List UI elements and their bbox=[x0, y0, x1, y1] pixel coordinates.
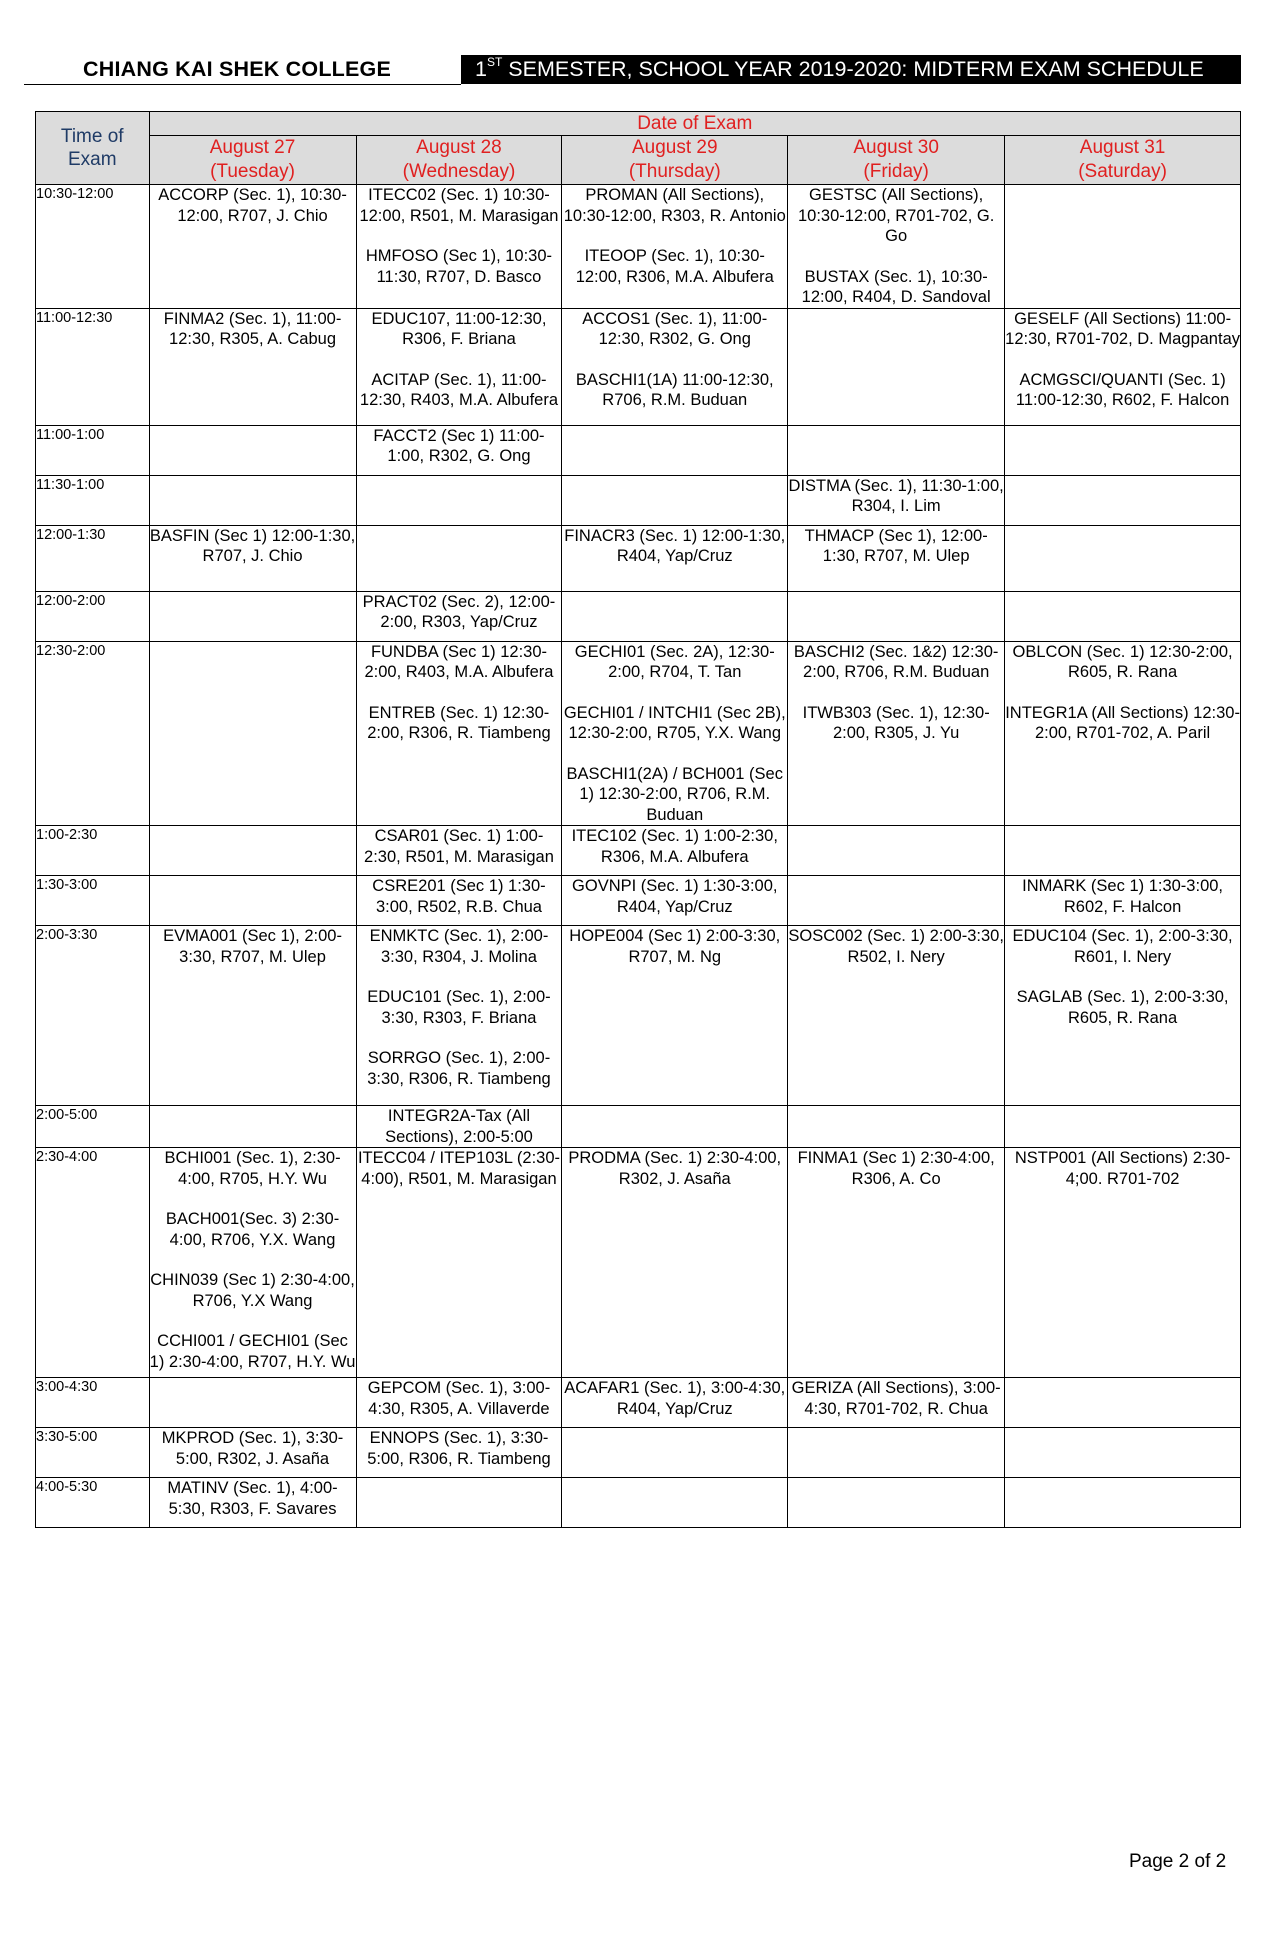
schedule-cell bbox=[1005, 826, 1241, 876]
schedule-row bbox=[36, 926, 1241, 1106]
schedule-cell bbox=[562, 475, 788, 525]
header-rule bbox=[24, 84, 461, 85]
schedule-cell bbox=[788, 876, 1005, 926]
schedule-cell bbox=[356, 475, 562, 525]
schedule-cell bbox=[149, 185, 356, 309]
exam-entry: HMFOSO (Sec 1), 10:30-11:30, R707, D. Basco bbox=[365, 247, 553, 286]
time-slot: 2:00-3:30 bbox=[36, 926, 150, 1106]
schedule-row bbox=[36, 308, 1241, 425]
exam-entry: FINACR3 (Sec. 1) 12:00-1:30, R404, Yap/Cruz bbox=[564, 526, 786, 565]
schedule-cell bbox=[1005, 1478, 1241, 1528]
day-date: August 30 bbox=[853, 137, 939, 158]
exam-entry: EDUC107, 11:00-12:30, R306, F. Briana bbox=[371, 309, 547, 348]
time-slot: 1:30-3:00 bbox=[36, 876, 150, 926]
schedule-cell bbox=[562, 1378, 788, 1428]
exam-entry: CSRE201 (Sec 1) 1:30-3:00, R502, R.B. Chua bbox=[372, 877, 546, 916]
schedule-cell bbox=[356, 1106, 562, 1148]
exam-entry: ITECC04 / ITEP103L (2:30-4:00), R501, M. Marasigan bbox=[357, 1149, 560, 1188]
exam-entry: ENTREB (Sec. 1) 12:30-2:00, R306, R. Tiambeng bbox=[367, 703, 551, 742]
schedule-cell bbox=[788, 591, 1005, 641]
schedule-cell bbox=[149, 308, 356, 425]
day-weekday: (Friday) bbox=[863, 161, 929, 182]
schedule-cell bbox=[356, 1478, 562, 1528]
exam-entry: GEPCOM (Sec. 1), 3:00-4:30, R305, A. Villaverde bbox=[367, 1379, 551, 1418]
exam-entry: CCHI001 / GECHI01 (Sec 1) 2:30-4:00, R707, H.Y. Wu bbox=[149, 1332, 356, 1371]
schedule-cell bbox=[1005, 876, 1241, 926]
day-header bbox=[149, 136, 356, 185]
schedule-cell bbox=[356, 1378, 562, 1428]
schedule-row bbox=[36, 475, 1241, 525]
schedule-cell bbox=[356, 308, 562, 425]
schedule-cell bbox=[562, 1148, 788, 1378]
schedule-cell bbox=[356, 926, 562, 1106]
exam-entry: EDUC104 (Sec. 1), 2:00-3:30, R601, I. Nery bbox=[1012, 927, 1233, 966]
exam-entry: BASCHI2 (Sec. 1&2) 12:30-2:00, R706, R.M. Buduan bbox=[793, 642, 999, 681]
schedule-cell bbox=[149, 475, 356, 525]
time-slot: 3:00-4:30 bbox=[36, 1378, 150, 1428]
exam-entry: BCHI001 (Sec. 1), 2:30-4:00, R705, H.Y. Wu bbox=[164, 1149, 341, 1188]
day-header bbox=[356, 136, 562, 185]
schedule-row bbox=[36, 425, 1241, 475]
schedule-cell bbox=[1005, 1148, 1241, 1378]
time-slot: 12:00-2:00 bbox=[36, 591, 150, 641]
exam-entry: ACCOS1 (Sec. 1), 11:00-12:30, R302, G. Ong bbox=[582, 309, 768, 348]
exam-entry: MKPROD (Sec. 1), 3:30-5:00, R302, J. Asaña bbox=[161, 1429, 344, 1468]
exam-entry: GESTSC (All Sections), 10:30-12:00, R701-702, G. Go bbox=[798, 186, 995, 245]
exam-entry: ACCORP (Sec. 1), 10:30-12:00, R707, J. Chio bbox=[158, 186, 347, 225]
schedule-cell bbox=[788, 641, 1005, 826]
day-header bbox=[788, 136, 1005, 185]
schedule-cell bbox=[788, 926, 1005, 1106]
exam-entry: ITWB303 (Sec. 1), 12:30-2:00, R305, J. Yu bbox=[802, 703, 990, 742]
exam-entry: PRACT02 (Sec. 2), 12:00-2:00, R303, Yap/Cruz bbox=[362, 592, 556, 631]
schedule-cell bbox=[1005, 425, 1241, 475]
schedule-cell bbox=[788, 1428, 1005, 1478]
schedule-row bbox=[36, 1148, 1241, 1378]
schedule-cell bbox=[788, 1378, 1005, 1428]
college-name: CHIANG KAI SHEK COLLEGE bbox=[83, 57, 392, 81]
schedule-cell bbox=[1005, 1378, 1241, 1428]
schedule-cell bbox=[356, 591, 562, 641]
schedule-row bbox=[36, 1106, 1241, 1148]
exam-entry: GECHI01 (Sec. 2A), 12:30-2:00, R704, T. Tan bbox=[574, 642, 775, 681]
exam-entry: ITEC102 (Sec. 1) 1:00-2:30, R306, M.A. Albufera bbox=[571, 827, 778, 866]
exam-entry: EVMA001 (Sec 1), 2:00-3:30, R707, M. Ulep bbox=[163, 927, 342, 966]
semester-ordinal-suffix: ST bbox=[486, 55, 503, 69]
exam-entry: ENNOPS (Sec. 1), 3:30-5:00, R306, R. Tiambeng bbox=[367, 1429, 551, 1468]
schedule-cell bbox=[1005, 525, 1241, 591]
schedule-cell bbox=[1005, 1106, 1241, 1148]
schedule-cell bbox=[356, 876, 562, 926]
schedule-row bbox=[36, 1378, 1241, 1428]
exam-entry: ITEOOP (Sec. 1), 10:30-12:00, R306, M.A. Albufera bbox=[575, 247, 774, 286]
page-header bbox=[24, 55, 1241, 87]
schedule-cell bbox=[149, 1378, 356, 1428]
schedule-row bbox=[36, 826, 1241, 876]
exam-entry: CSAR01 (Sec. 1) 1:00-2:30, R501, M. Marasigan bbox=[364, 827, 554, 866]
time-slot: 10:30-12:00 bbox=[36, 185, 150, 309]
day-weekday: (Thursday) bbox=[628, 161, 721, 182]
day-header bbox=[562, 136, 788, 185]
schedule-cell bbox=[562, 1428, 788, 1478]
time-slot: 11:30-1:00 bbox=[36, 475, 150, 525]
schedule-cell bbox=[1005, 641, 1241, 826]
exam-entry: ACMGSCI/QUANTI (Sec. 1) 11:00-12:30, R602, F. Halcon bbox=[1015, 370, 1230, 409]
day-weekday: (Wednesday) bbox=[402, 161, 516, 182]
schedule-cell bbox=[356, 641, 562, 826]
schedule-cell bbox=[562, 876, 788, 926]
time-slot: 12:00-1:30 bbox=[36, 525, 150, 591]
schedule-cell bbox=[562, 1478, 788, 1528]
schedule-cell bbox=[788, 1148, 1005, 1378]
schedule-cell bbox=[1005, 308, 1241, 425]
day-weekday: (Saturday) bbox=[1078, 161, 1167, 182]
exam-schedule-table bbox=[35, 111, 1241, 1528]
schedule-cell bbox=[788, 475, 1005, 525]
schedule-cell bbox=[149, 1148, 356, 1378]
schedule-cell bbox=[1005, 591, 1241, 641]
schedule-cell bbox=[562, 591, 788, 641]
exam-entry: THMACP (Sec 1), 12:00-1:30, R707, M. Ulep bbox=[804, 526, 988, 565]
exam-entry: ENMKTC (Sec. 1), 2:00-3:30, R304, J. Molina bbox=[369, 927, 549, 966]
time-slot: 1:00-2:30 bbox=[36, 826, 150, 876]
exam-entry: SORRGO (Sec. 1), 2:00-3:30, R306, R. Tiambeng bbox=[367, 1049, 551, 1088]
exam-entry: CHIN039 (Sec 1) 2:30-4:00, R706, Y.X Wang bbox=[150, 1271, 355, 1310]
exam-entry: INTEGR1A (All Sections) 12:30-2:00, R701-702, A. Paril bbox=[1005, 703, 1240, 742]
schedule-row bbox=[36, 591, 1241, 641]
time-slot: 2:30-4:00 bbox=[36, 1148, 150, 1378]
time-slot: 12:30-2:00 bbox=[36, 641, 150, 826]
exam-entry: HOPE004 (Sec 1) 2:00-3:30, R707, M. Ng bbox=[569, 927, 781, 966]
schedule-cell bbox=[149, 826, 356, 876]
schedule-cell bbox=[1005, 926, 1241, 1106]
exam-entry: FUNDBA (Sec 1) 12:30-2:00, R403, M.A. Albufera bbox=[364, 642, 554, 681]
schedule-cell bbox=[1005, 185, 1241, 309]
schedule-cell bbox=[562, 525, 788, 591]
schedule-title-banner bbox=[461, 55, 1241, 84]
schedule-cell bbox=[149, 591, 356, 641]
exam-entry: MATINV (Sec. 1), 4:00-5:30, R303, F. Savares bbox=[167, 1479, 338, 1518]
exam-entry: GERIZA (All Sections), 3:00-4:30, R701-702, R. Chua bbox=[791, 1379, 1001, 1418]
day-weekday: (Tuesday) bbox=[210, 161, 295, 182]
time-slot: 2:00-5:00 bbox=[36, 1106, 150, 1148]
exam-entry: INTEGR2A-Tax (All Sections), 2:00-5:00 bbox=[385, 1107, 533, 1146]
exam-entry: FINMA2 (Sec. 1), 11:00-12:30, R305, A. Cabug bbox=[163, 309, 342, 348]
exam-entry: FACCT2 (Sec 1) 11:00-1:00, R302, G. Ong bbox=[373, 426, 545, 465]
schedule-row bbox=[36, 185, 1241, 309]
date-column-header: Date of Exam bbox=[149, 112, 1241, 136]
exam-entry: PRODMA (Sec. 1) 2:30-4:00, R302, J. Asaña bbox=[568, 1149, 782, 1188]
schedule-cell bbox=[356, 1148, 562, 1378]
exam-entry: PROMAN (All Sections), 10:30-12:00, R303, R. Antonio bbox=[563, 186, 786, 225]
schedule-cell bbox=[788, 425, 1005, 475]
exam-entry: EDUC101 (Sec. 1), 2:00-3:30, R303, F. Briana bbox=[367, 988, 551, 1027]
schedule-cell bbox=[562, 425, 788, 475]
schedule-cell bbox=[788, 308, 1005, 425]
exam-entry: ACAFAR1 (Sec. 1), 3:00-4:30, R404, Yap/Cruz bbox=[564, 1379, 786, 1418]
exam-entry: FINMA1 (Sec 1) 2:30-4:00, R306, A. Co bbox=[797, 1149, 995, 1188]
semester-ordinal: 1 bbox=[475, 57, 487, 81]
time-slot: 3:30-5:00 bbox=[36, 1428, 150, 1478]
schedule-cell bbox=[562, 1106, 788, 1148]
exam-entry: BASFIN (Sec 1) 12:00-1:30, R707, J. Chio bbox=[149, 526, 356, 565]
schedule-cell bbox=[356, 1428, 562, 1478]
schedule-cell bbox=[149, 525, 356, 591]
exam-entry: BACH001(Sec. 3) 2:30-4:00, R706, Y.X. Wang bbox=[165, 1210, 340, 1249]
exam-entry: GOVNPI (Sec. 1) 1:30-3:00, R404, Yap/Cruz bbox=[572, 877, 778, 916]
schedule-cell bbox=[356, 185, 562, 309]
time-column-header: Time of Exam bbox=[36, 112, 150, 185]
schedule-row bbox=[36, 876, 1241, 926]
exam-entry: INMARK (Sec 1) 1:30-3:00, R602, F. Halcon bbox=[1022, 877, 1223, 916]
schedule-row bbox=[36, 1478, 1241, 1528]
exam-entry: SOSC002 (Sec. 1) 2:00-3:30, R502, I. Nery bbox=[788, 927, 1004, 966]
schedule-cell bbox=[788, 826, 1005, 876]
day-date: August 29 bbox=[631, 137, 718, 158]
exam-entry: ITECC02 (Sec. 1) 10:30-12:00, R501, M. Marasigan bbox=[359, 186, 559, 225]
schedule-cell bbox=[788, 525, 1005, 591]
exam-entry: NSTP001 (All Sections) 2:30-4;00. R701-702 bbox=[1014, 1149, 1231, 1188]
exam-entry: DISTMA (Sec. 1), 11:30-1:00, R304, I. Lim bbox=[788, 476, 1004, 515]
schedule-cell bbox=[149, 1106, 356, 1148]
schedule-cell bbox=[149, 926, 356, 1106]
schedule-title: SEMESTER, SCHOOL YEAR 2019-2020: MIDTERM EXAM SCHEDULE bbox=[502, 57, 1204, 81]
schedule-cell bbox=[562, 185, 788, 309]
schedule-row bbox=[36, 525, 1241, 591]
exam-entry: GESELF (All Sections) 11:00-12:30, R701-702, D. Magpantay bbox=[1005, 309, 1240, 348]
day-date: August 31 bbox=[1079, 137, 1166, 158]
exam-entry: BASCHI1(2A) / BCH001 (Sec 1) 12:30-2:00, R706, R.M. Buduan bbox=[566, 764, 783, 824]
schedule-row bbox=[36, 1428, 1241, 1478]
schedule-cell bbox=[562, 926, 788, 1106]
schedule-cell bbox=[1005, 1428, 1241, 1478]
schedule-cell bbox=[149, 425, 356, 475]
exam-entry: GECHI01 / INTCHI1 (Sec 2B), 12:30-2:00, R705, Y.X. Wang bbox=[563, 703, 786, 742]
schedule-cell bbox=[788, 185, 1005, 309]
day-date: August 27 bbox=[209, 137, 296, 158]
schedule-cell bbox=[356, 826, 562, 876]
page-number: Page 2 of 2 bbox=[1129, 1851, 1227, 1872]
time-slot: 11:00-1:00 bbox=[36, 425, 150, 475]
schedule-cell bbox=[562, 826, 788, 876]
schedule-row bbox=[36, 641, 1241, 826]
time-slot: 11:00-12:30 bbox=[36, 308, 150, 425]
exam-entry: SAGLAB (Sec. 1), 2:00-3:30, R605, R. Rana bbox=[1016, 988, 1229, 1027]
schedule-cell bbox=[149, 1428, 356, 1478]
exam-entry: ACITAP (Sec. 1), 11:00-12:30, R403, M.A. Albufera bbox=[359, 370, 559, 409]
schedule-cell bbox=[788, 1106, 1005, 1148]
exam-entry: OBLCON (Sec. 1) 12:30-2:00, R605, R. Rana bbox=[1012, 642, 1233, 681]
time-slot: 4:00-5:30 bbox=[36, 1478, 150, 1528]
day-header bbox=[1005, 136, 1241, 185]
day-date: August 28 bbox=[416, 137, 502, 158]
schedule-cell bbox=[562, 308, 788, 425]
schedule-cell bbox=[562, 641, 788, 826]
exam-entry: BASCHI1(1A) 11:00-12:30, R706, R.M. Buduan bbox=[575, 370, 774, 409]
schedule-cell bbox=[356, 425, 562, 475]
schedule-cell bbox=[149, 876, 356, 926]
schedule-cell bbox=[1005, 475, 1241, 525]
schedule-cell bbox=[788, 1478, 1005, 1528]
schedule-cell bbox=[149, 641, 356, 826]
schedule-cell bbox=[356, 525, 562, 591]
schedule-cell bbox=[149, 1478, 356, 1528]
exam-entry: BUSTAX (Sec. 1), 10:30-12:00, R404, D. Sandoval bbox=[801, 267, 991, 306]
